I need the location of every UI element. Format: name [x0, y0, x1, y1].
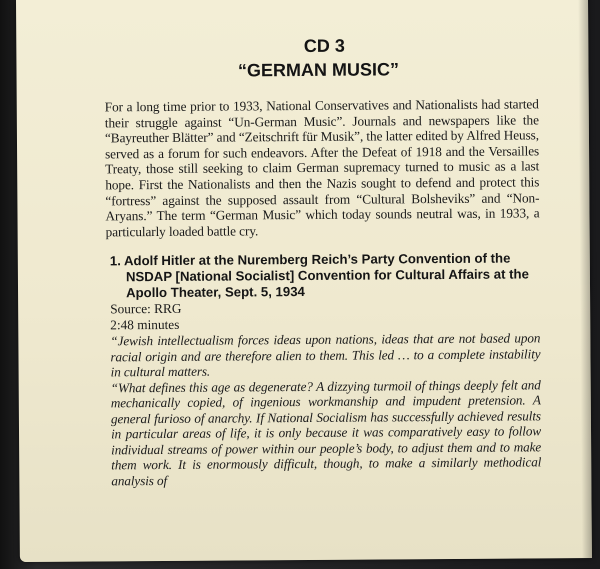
quote-paragraph-2: “What defines this age as degenerate? A dizzying turmoil of things deeply felt and mechanically copied, of ingenious workmanship and impudent pretension. A general furioso of anarchy. If National Socialism has successfully achieved results in particular areas of life, it is only because it was comparatively easy to follow individual streams of power within our people’s body, to adjust them and to make them work. It is enormously difficult, though, to make a similarly methodical analysis of	[110, 377, 542, 489]
page-bottom-fade	[20, 518, 592, 562]
quote-paragraph-1: “Jewish intellectualism forces ideas upon nations, ideas that are not based upon racial origin and are therefore alien to them. This led … to a complete instability in cultural matters.	[110, 330, 541, 380]
intro-paragraph: For a long time prior to 1933, National Conservatives and Nationalists had started their struggle against “Un-German Music”. Journals and newspapers like the “Bayreuther Blätter” and “Zeitschrift für Musik”, the latter edited by Alfred Heuss, served as a forum for such endeavors. After the Defeat of 1918 and the Versailles Treaty, those still seeking to claim German supremacy turned to music as a last hope. First the Nationalists and then the Nazis sought to defend and protect this “fortress” against the supposed assault from “Cultural Bolsheviks” and “Non-Aryans.” The term “German Music” which today sounds neutral was, in 1933, a particularly loaded battle cry.	[104, 96, 540, 240]
cd-subtitle: “GERMAN MUSIC”	[237, 59, 400, 81]
track-title: 1. Adolf Hitler at the Nuremberg Reich’s Party Convention of the NSDAP [National Socialist] Convention for Cultural Affairs at the Apollo Theater, Sept. 5, 1934	[109, 250, 529, 301]
track-duration: 2:48 minutes	[110, 316, 180, 332]
liner-notes-page	[16, 0, 592, 562]
cd-label: CD 3	[303, 35, 345, 56]
track-source: Source: RRG	[110, 300, 182, 317]
page-content	[98, 32, 541, 488]
